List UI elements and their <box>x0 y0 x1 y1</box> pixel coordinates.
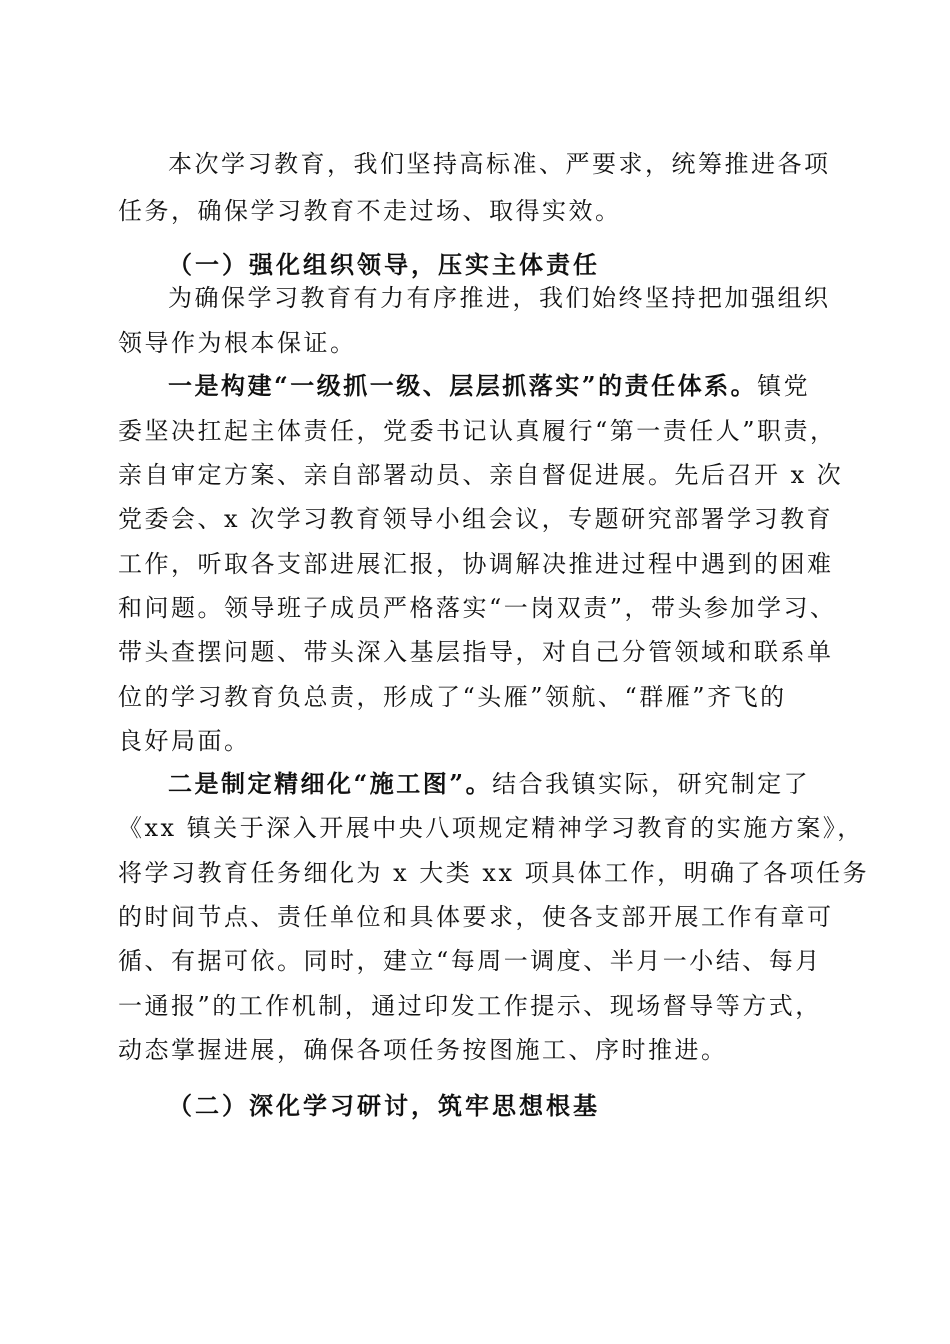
section-2-heading: （二）深化学习研讨，筑牢思想根基 <box>168 1091 600 1120</box>
point-2-first-line <box>168 768 810 800</box>
point-1-line-9: 良好局面。 <box>118 727 251 755</box>
point-2-line-1: 结合我镇实际，研究制定了 <box>492 770 811 798</box>
point-1-first-line <box>168 370 810 402</box>
point-1-line-1: 镇党 <box>757 372 811 400</box>
section-1-intro-line-2: 领导作为根本保证。 <box>118 329 357 357</box>
point-1-line-8: 位的学习教育负总责，形成了“头雁”领航、“群雁”齐飞的 <box>118 683 787 711</box>
section-1-intro-line-1: 为确保学习教育有力有序推进，我们始终坚持把加强组织 <box>168 284 831 312</box>
point-2-line-4: 的时间节点、责任单位和具体要求，使各支部开展工作有章可 <box>118 903 834 931</box>
section-1-heading: （一）强化组织领导，压实主体责任 <box>168 250 600 279</box>
point-1-line-7: 带头查摆问题、带头深入基层指导，对自己分管领域和联系单 <box>118 638 834 666</box>
point-2-line-3: 将学习教育任务细化为 x 大类 xx 项具体工作，明确了各项任务 <box>118 859 870 887</box>
point-1-line-2: 委坚决扛起主体责任，党委书记认真履行“第一责任人”职责， <box>118 417 837 445</box>
point-2-lead: 二是制定精细化“施工图”。 <box>168 769 493 798</box>
intro-line-2: 任务，确保学习教育不走过场、取得实效。 <box>118 197 622 225</box>
point-1-line-6: 和问题。领导班子成员严格落实“一岗双责”，带头参加学习、 <box>118 594 837 622</box>
point-2-line-6: 一通报”的工作机制，通过印发工作提示、现场督导等方式， <box>118 992 822 1020</box>
point-1-line-5: 工作，听取各支部进展汇报，协调解决推进过程中遇到的困难 <box>118 550 834 578</box>
point-2-line-5: 循、有据可依。同时，建立“每周一调度、半月一小结、每月 <box>118 947 822 975</box>
intro-line-1: 本次学习教育，我们坚持高标准、严要求，统筹推进各项 <box>168 150 831 178</box>
point-2-line-2: 《xx 镇关于深入开展中央八项规定精神学习教育的实施方案》， <box>118 814 864 842</box>
point-2-line-7: 动态掌握进展，确保各项任务按图施工、序时推进。 <box>118 1036 728 1064</box>
point-1-lead: 一是构建“一级抓一级、层层抓落实”的责任体系。 <box>168 371 758 400</box>
point-1-line-4: 党委会、x 次学习教育领导小组会议，专题研究部署学习教育 <box>118 505 834 533</box>
point-1-line-3: 亲自审定方案、亲自部署动员、亲自督促进展。先后召开 x 次 <box>118 461 844 489</box>
